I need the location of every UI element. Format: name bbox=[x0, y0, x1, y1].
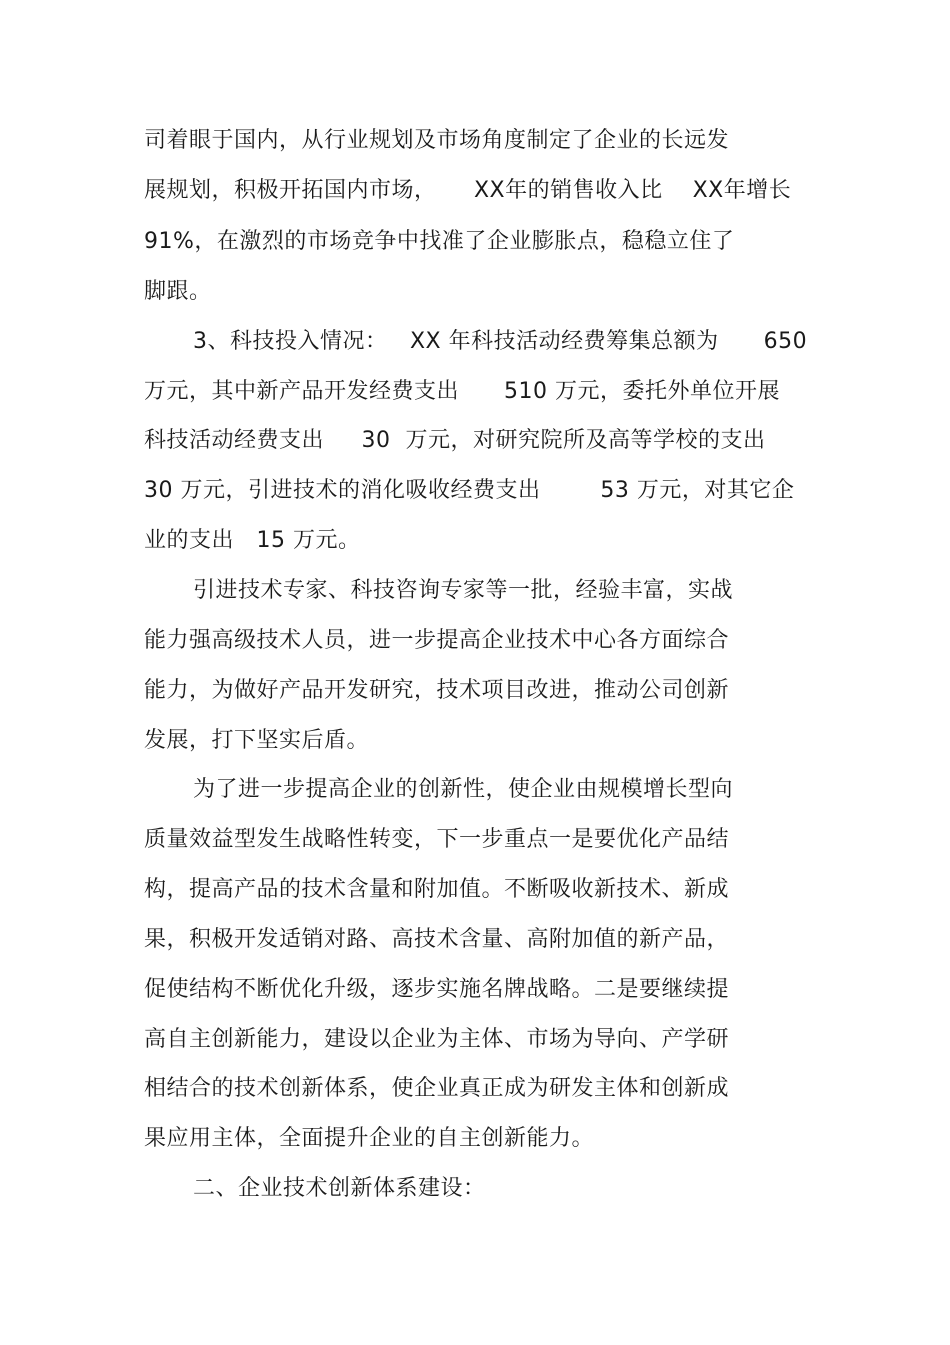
text-line: 促使结构不断优化升级，逐步实施名牌战略。二是要继续提 bbox=[144, 977, 730, 1002]
text-line: 质量效益型发生战略性转变，下一步重点一是要优化产品结 bbox=[144, 827, 730, 852]
text-line: 发展，打下坚实后盾。 bbox=[144, 728, 370, 753]
text-line: 业的支出 15 万元。 bbox=[144, 528, 361, 553]
text-line: 3、科技投入情况： XX 年科技活动经费筹集总额为 650 bbox=[193, 329, 808, 354]
text-line: 果，积极开发适销对路、高技术含量、高附加值的新产品， bbox=[144, 927, 730, 952]
text-line: 30 万元，引进技术的消化吸收经费支出 53 万元，对其它企 bbox=[144, 478, 795, 503]
text-line: 引进技术专家、科技咨询专家等一批，经验丰富，实战 bbox=[193, 578, 734, 603]
text-line: 能力，为做好产品开发研究，技术项目改进，推动公司创新 bbox=[144, 678, 730, 703]
text-line: 91%，在激烈的市场竞争中找准了企业膨胀点，稳稳立住了 bbox=[144, 229, 735, 254]
text-line: 展规划，积极开拓国内市场， XX年的销售收入比 XX年增长 bbox=[144, 178, 792, 203]
text-line: 相结合的技术创新体系，使企业真正成为研发主体和创新成 bbox=[144, 1076, 730, 1101]
text-line: 高自主创新能力，建设以企业为主体、市场为导向、产学研 bbox=[144, 1027, 730, 1052]
text-line: 科技活动经费支出 30 万元，对研究院所及高等学校的支出 bbox=[144, 428, 766, 453]
section-heading: 二、企业技术创新体系建设： bbox=[193, 1176, 486, 1201]
text-line: 能力强高级技术人员，进一步提高企业技术中心各方面综合 bbox=[144, 628, 730, 653]
text-line: 万元，其中新产品开发经费支出 510 万元，委托外单位开展 bbox=[144, 379, 780, 404]
text-line: 果应用主体，全面提升企业的自主创新能力。 bbox=[144, 1126, 595, 1151]
text-line: 司着眼于国内，从行业规划及市场角度制定了企业的长远发 bbox=[144, 128, 730, 153]
text-line: 为了进一步提高企业的创新性，使企业由规模增长型向 bbox=[193, 777, 734, 802]
text-line: 构，提高产品的技术含量和附加值。不断吸收新技术、新成 bbox=[144, 877, 730, 902]
text-line: 脚跟。 bbox=[144, 279, 212, 304]
